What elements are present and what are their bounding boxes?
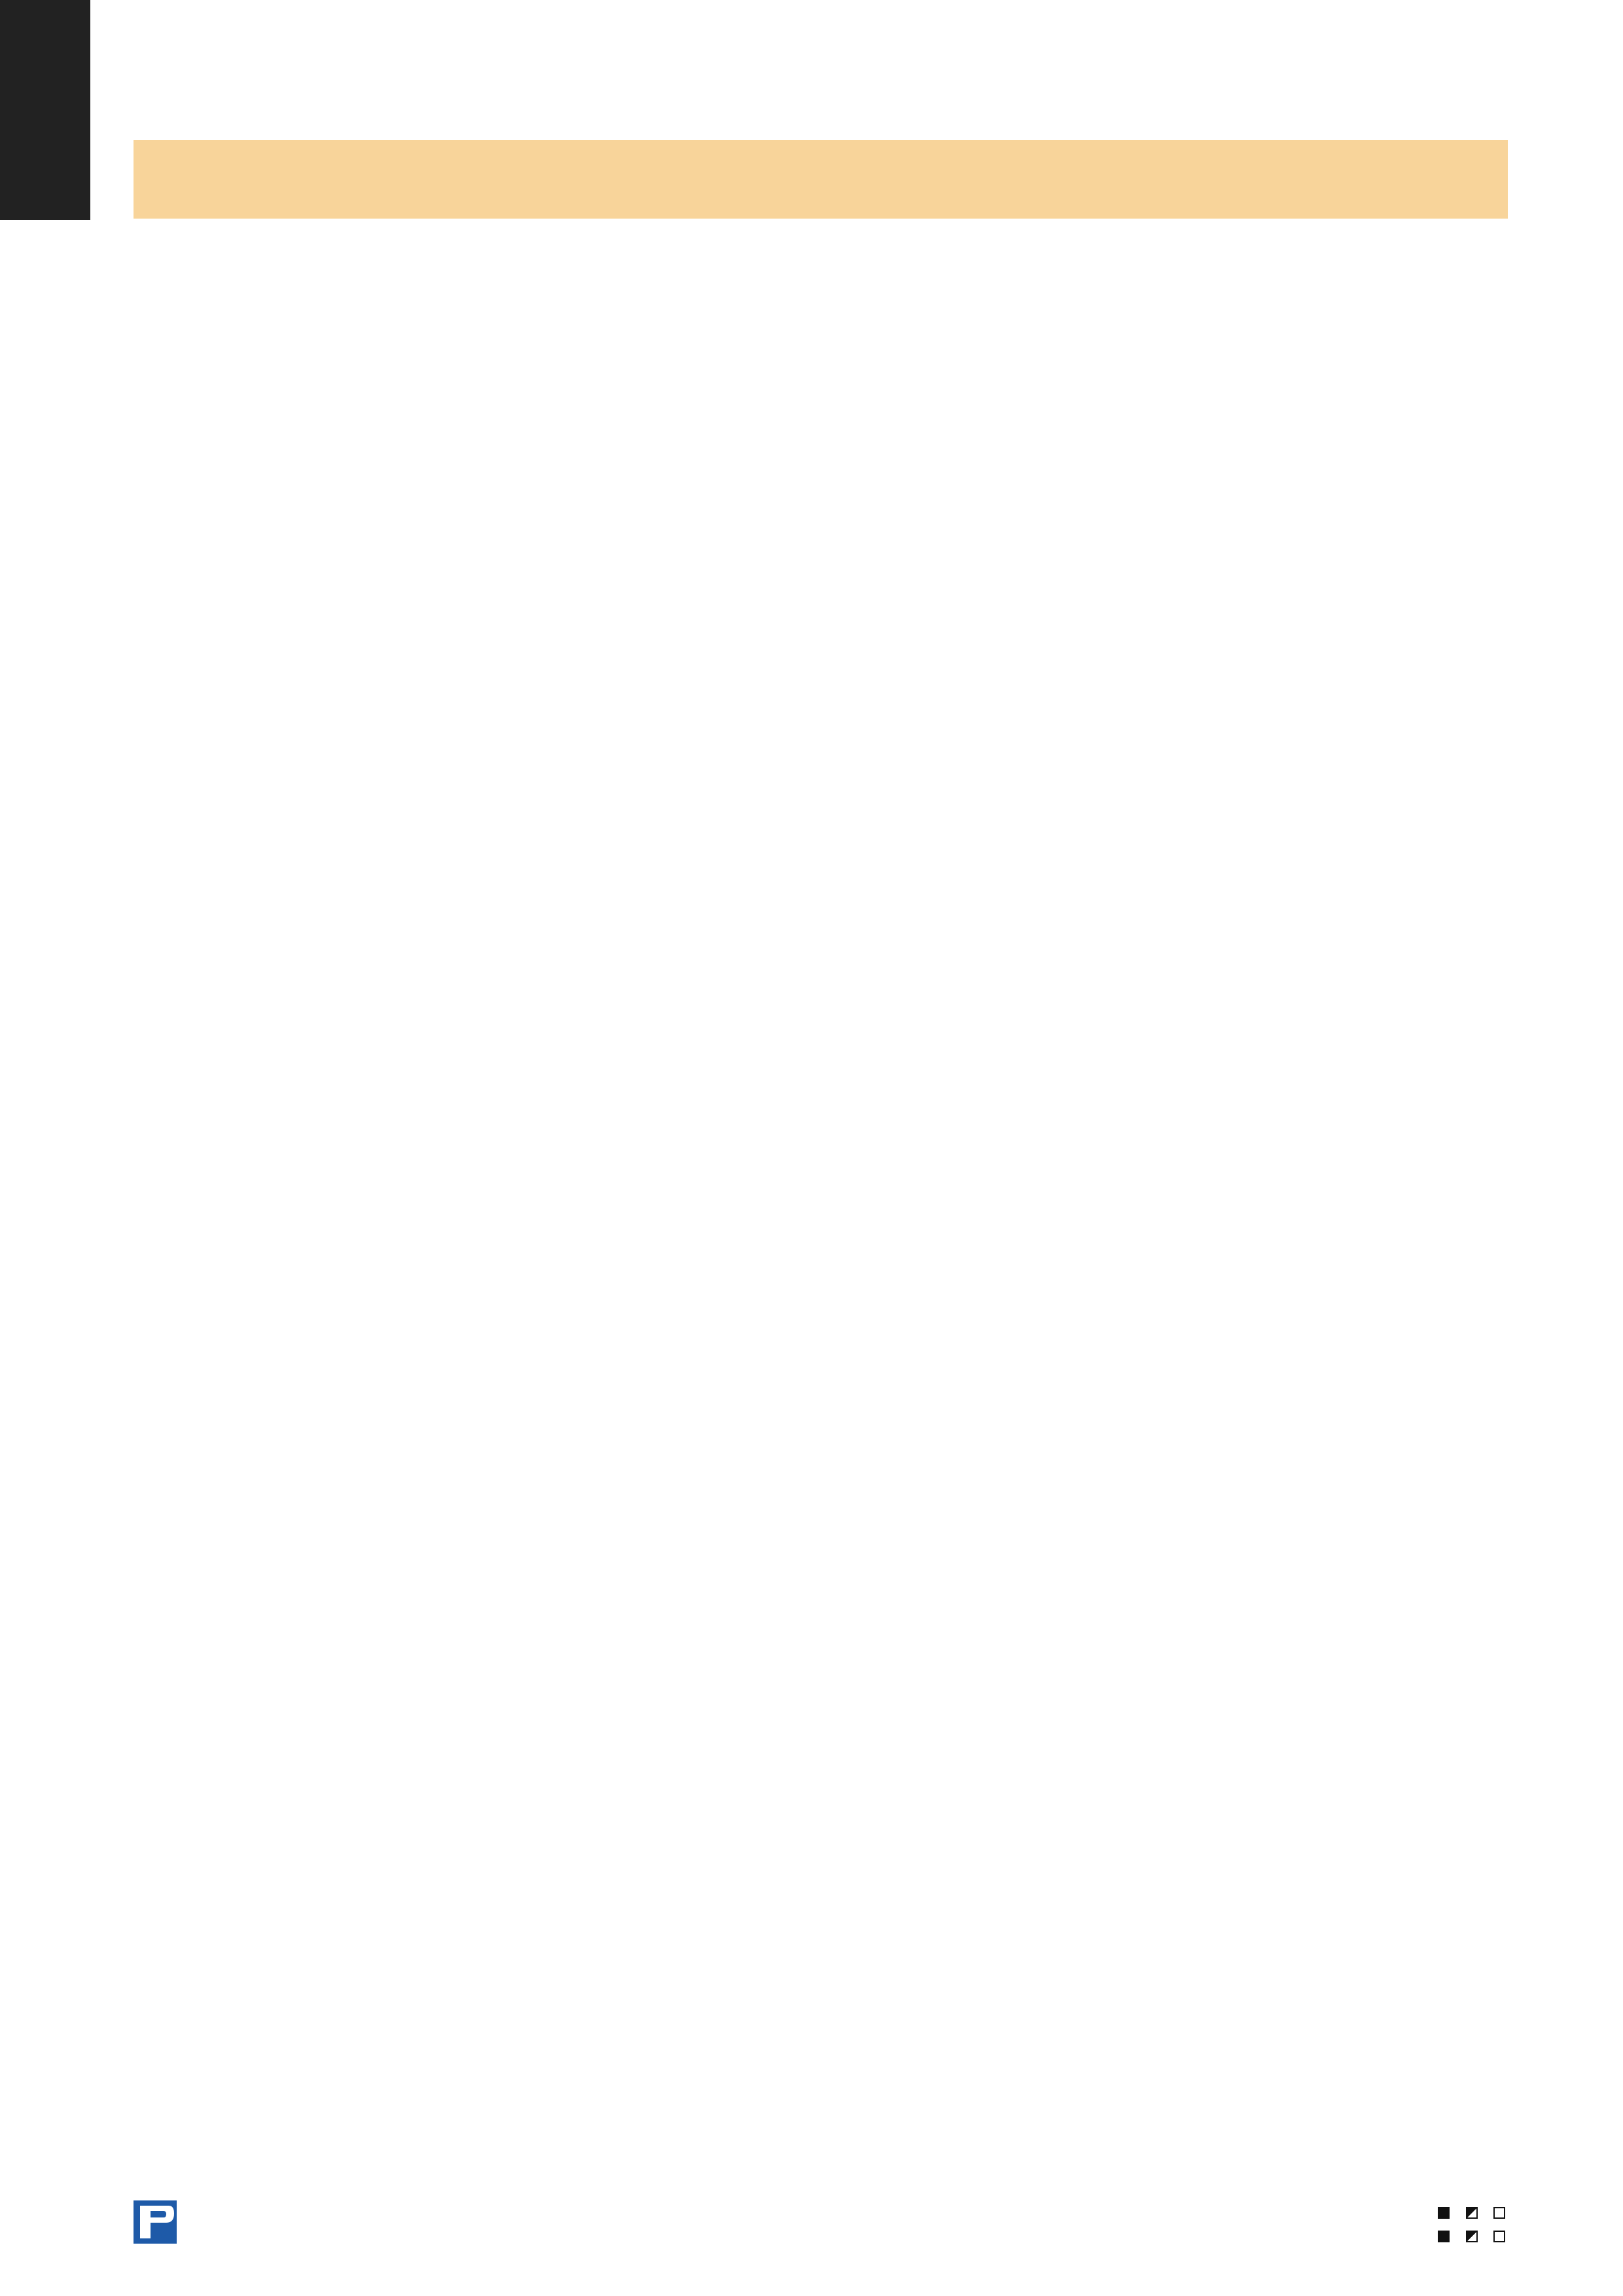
secondary-application-icon xyxy=(1466,2231,1478,2242)
sidebar xyxy=(0,0,90,2296)
main-application-icon xyxy=(1438,2207,1450,2219)
page-header xyxy=(134,140,1508,219)
supplementary-application-icon xyxy=(1493,2231,1505,2242)
pramet-logo-icon xyxy=(134,2200,177,2244)
pramet-logo xyxy=(134,2199,395,2248)
year-box xyxy=(0,0,90,220)
supplementary-application-icon xyxy=(1493,2207,1505,2219)
main-application-icon xyxy=(1438,2231,1450,2242)
secondary-application-icon xyxy=(1466,2207,1478,2219)
legend xyxy=(916,2200,1508,2248)
